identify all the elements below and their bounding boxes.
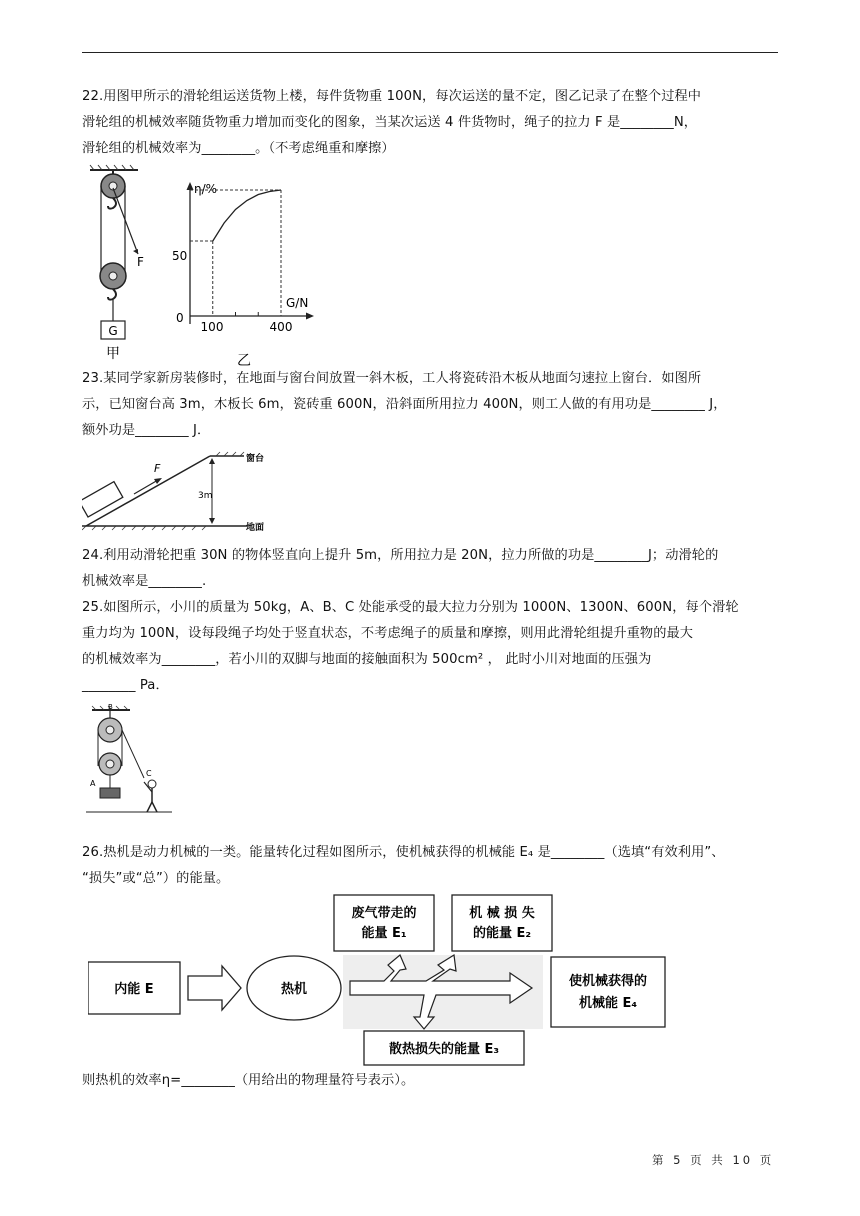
- box-mechanical-energy-line2: 机械能 E₄: [578, 996, 638, 1011]
- q23-line1: 23.某同学家新房装修时，在地面与窗台间放置一斜木板，工人将瓷砖沿木板从地面匀速拉上窗台．如图所: [82, 371, 702, 386]
- question-23: [82, 366, 782, 444]
- q23-line2: 示，已知窗台高 3m，木板长 6m，瓷砖重 600N，沿斜面所用拉力 400N，则工人做的有用功是________ J，: [82, 397, 727, 412]
- chart-xtick-100: 100: [200, 320, 224, 334]
- label-height: 3m: [198, 491, 213, 501]
- label-A: A: [90, 779, 96, 788]
- question-24: [82, 543, 782, 595]
- q26-line1: 26.热机是动力机械的一类。能量转化过程如图所示，使机械获得的机械能 E₄ 是________（选填“有效利用”、: [82, 845, 725, 860]
- question-22: [82, 84, 782, 162]
- efficiency-chart-yi: [168, 178, 318, 370]
- arrow-to-engine: [188, 966, 241, 1010]
- box-mechanical-loss-line1: 机 械 损 失: [469, 906, 535, 921]
- chart-ylabel: η/%: [194, 182, 218, 196]
- chart-xtick-400: 400: [269, 320, 293, 334]
- question-26: [82, 840, 782, 892]
- chart-xlabel: G/N: [286, 296, 309, 310]
- q22-line1: 22.用图甲所示的滑轮组运送货物上楼，每件货物重 100N，每次运送的量不定，图乙记录了在整个过程中: [82, 89, 702, 104]
- q24-line1: 24.利用动滑轮把重 30N 的物体竖直向上提升 5m，所用拉力是 20N，拉力所做的功是________J；动滑轮的: [82, 548, 719, 563]
- incline-figure: [82, 450, 282, 532]
- q25-line3: 的机械效率为________，若小川的双脚与地面的接触面积为 500cm² ， 此时小川对地面的压强为: [82, 652, 652, 667]
- question-26-efficiency: [82, 1068, 782, 1094]
- header-rule: [82, 52, 778, 53]
- q22-line2: 滑轮组的机械效率随货物重力增加而变化的图象，当某次运送 4 件货物时，绳子的拉力 F 是________N，: [82, 115, 698, 130]
- energy-flow-diagram: [88, 893, 678, 1068]
- box-exhaust-line1: 废气带走的: [351, 906, 417, 921]
- q26-line2: “损失”或“总”）的能量。: [82, 871, 230, 886]
- label-B: B: [108, 704, 113, 711]
- label-F-incline: F: [154, 462, 161, 475]
- label-C: C: [146, 769, 152, 778]
- label-ground: 地面: [246, 523, 265, 532]
- chart-origin: 0: [176, 311, 184, 325]
- q25-line2: 重力均为 100N，设每段绳子均处于竖直状态，不考虑绳子的质量和摩擦，则用此滑轮组提升重物的最大: [82, 626, 694, 641]
- caption-jia: 甲: [106, 346, 120, 362]
- box-exhaust-energy: [334, 895, 434, 951]
- box-heat-loss-label: 散热损失的能量 E₃: [388, 1042, 500, 1057]
- q26-line3: 则热机的效率η=________（用给出的物理量符号表示）。: [82, 1073, 415, 1088]
- box-mechanical-loss: [452, 895, 552, 951]
- label-G: G: [108, 324, 118, 338]
- label-F: F: [137, 255, 144, 269]
- q23-line3: 额外功是________ J．: [82, 423, 211, 438]
- box-internal-energy-label: 内能 E: [114, 982, 154, 997]
- box-mechanical-energy-line1: 使机械获得的: [568, 974, 648, 989]
- q24-line2: 机械效率是________.: [82, 574, 207, 589]
- chart-ytick-50: 50: [172, 249, 188, 263]
- caption-yi: 乙: [237, 353, 251, 369]
- label-windowsill: 窗台: [246, 454, 265, 464]
- q25-line4: ________ Pa．: [82, 678, 169, 693]
- box-mechanical-energy: [551, 957, 665, 1027]
- question-25: [82, 595, 782, 699]
- heat-engine-label: 热机: [280, 982, 308, 997]
- q22-line3: 滑轮组的机械效率为________。（不考虑绳重和摩擦）: [82, 141, 395, 156]
- pulley-figure-jia: [88, 164, 148, 364]
- q25-line1: 25.如图所示，小川的质量为 50kg，A、B、C 处能承受的最大拉力分别为 1000N、1300N、600N，每个滑轮: [82, 600, 739, 615]
- box-mechanical-loss-line2: 的能量 E₂: [472, 926, 532, 941]
- pulley-person-figure: [86, 704, 176, 816]
- page-footer: 第 5 页 共 10 页: [652, 1153, 775, 1167]
- box-exhaust-line2: 能量 E₁: [361, 926, 407, 941]
- efficiency-curve: [213, 190, 281, 241]
